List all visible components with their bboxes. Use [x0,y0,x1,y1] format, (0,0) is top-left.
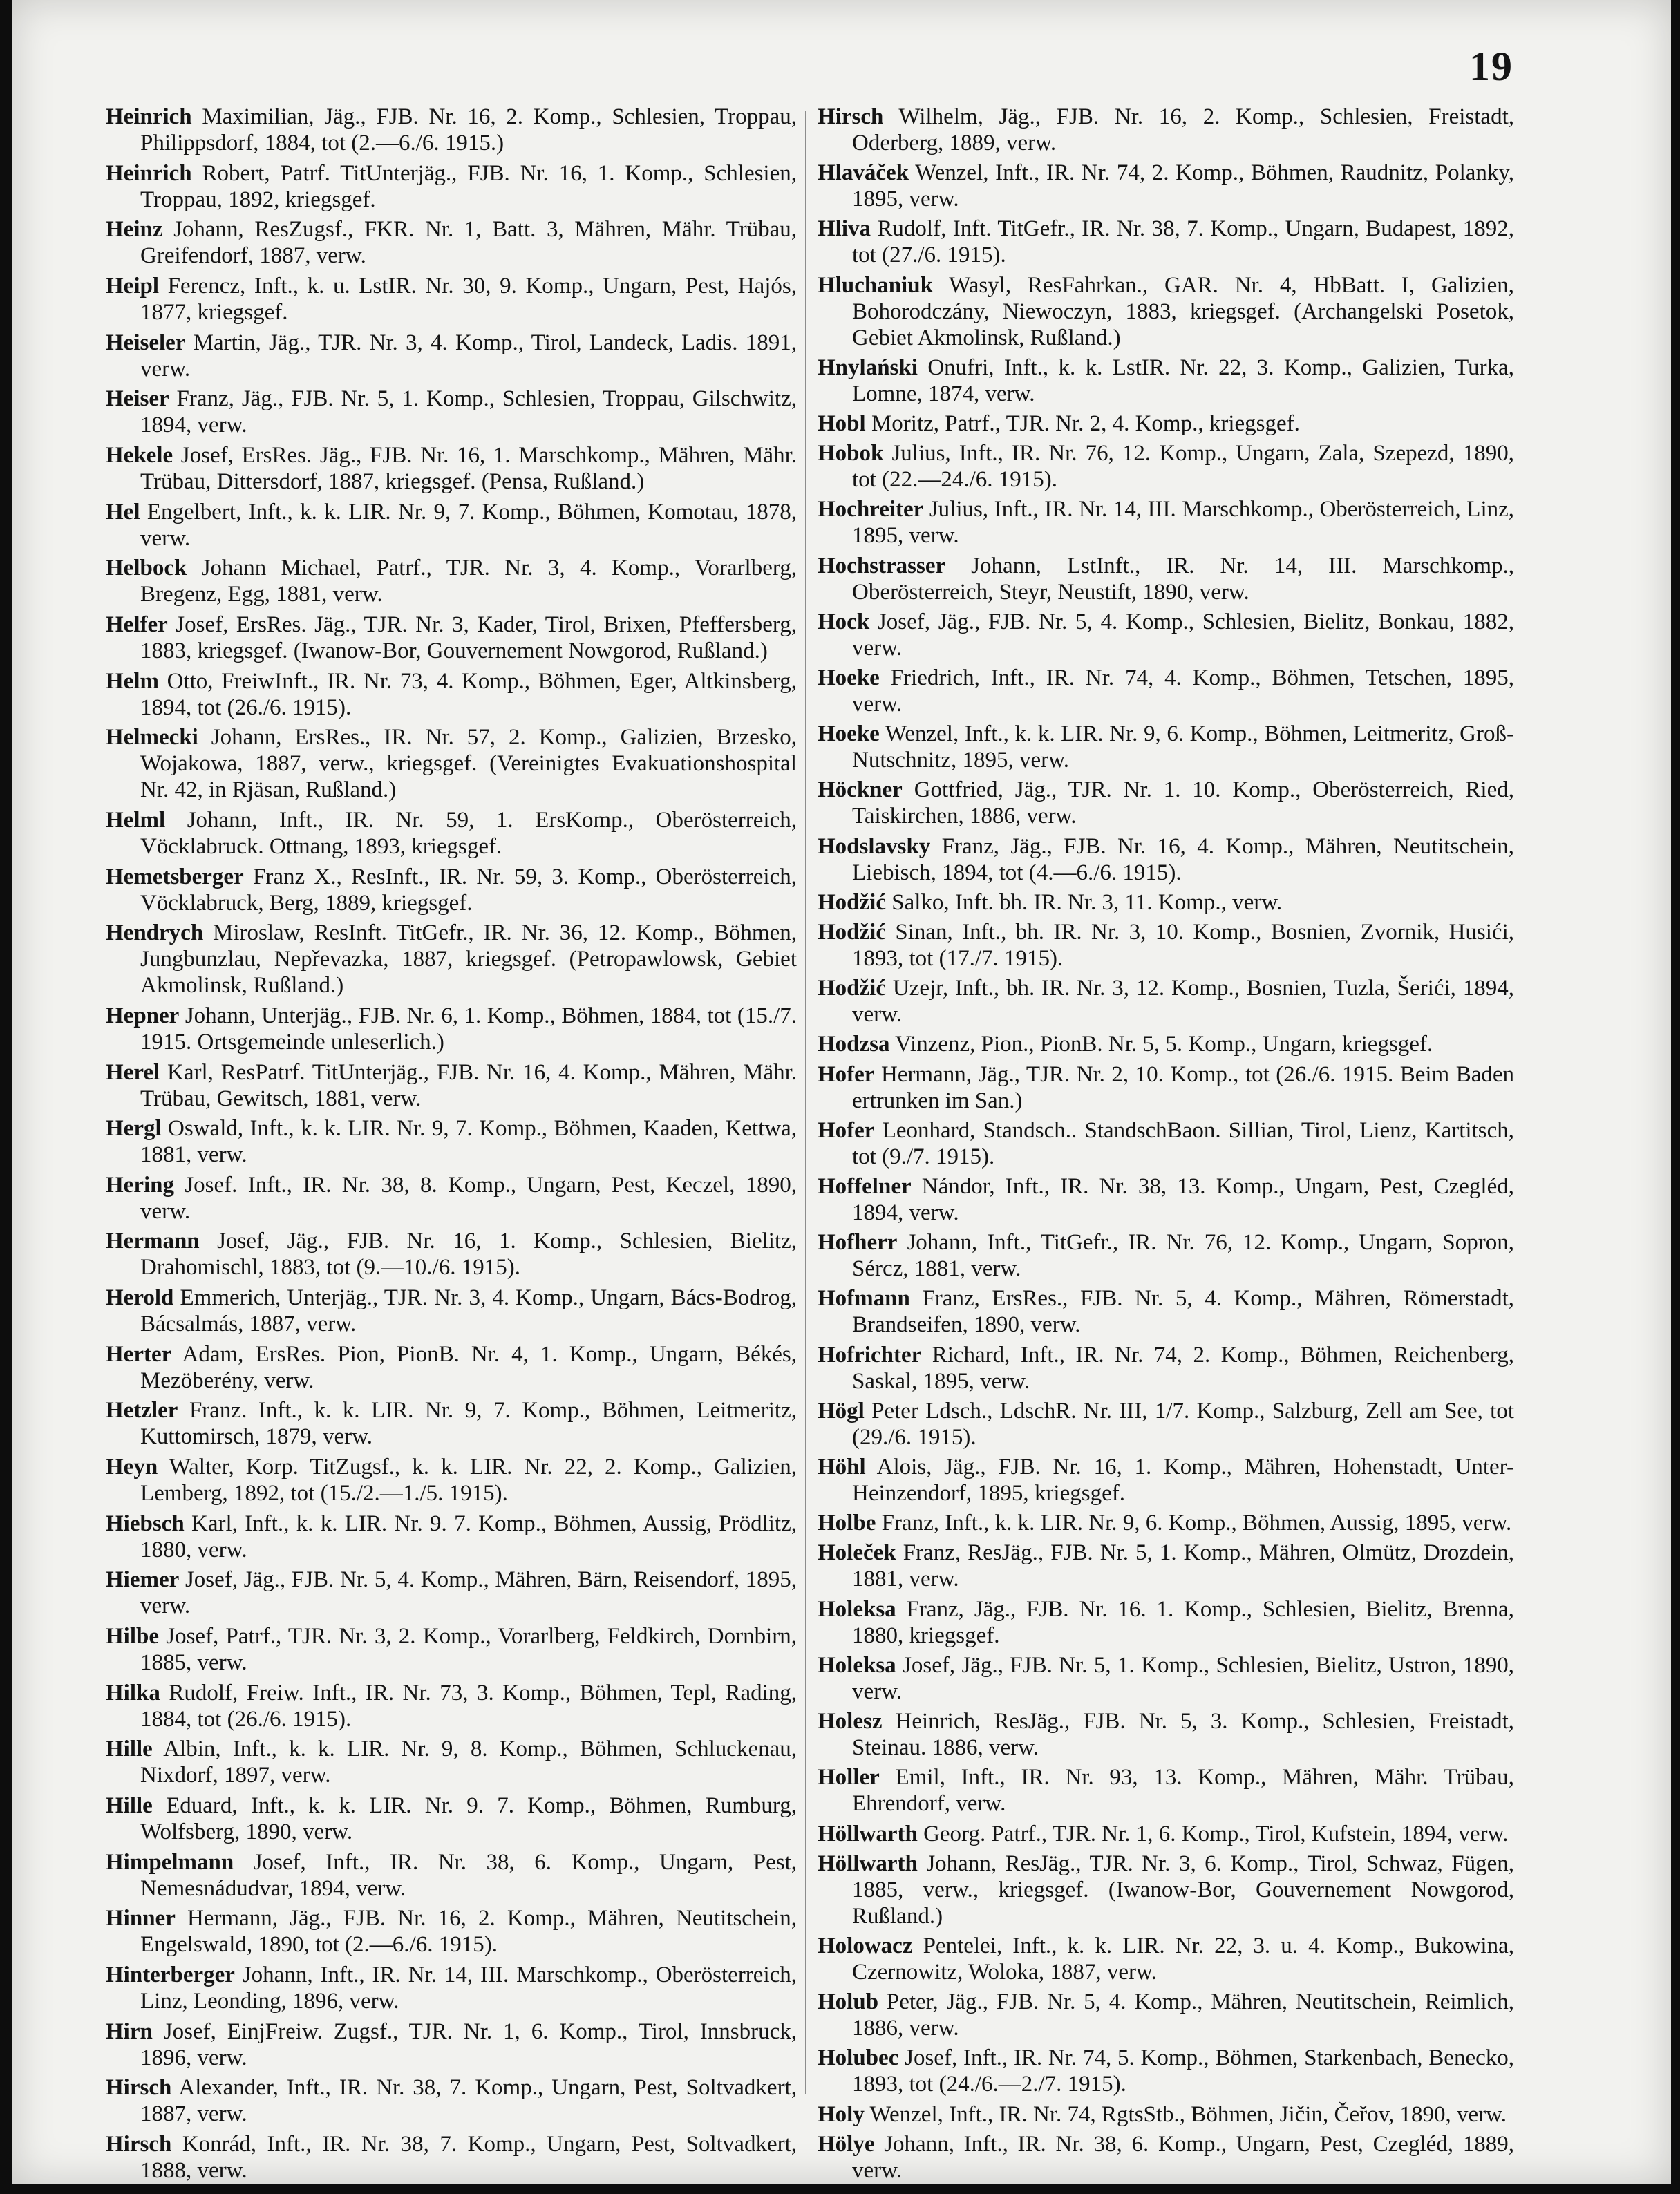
column-divider [805,111,806,2094]
entry-details: Josef, Inft., IR. Nr. 38, 6. Komp., Ungarn, Pest, Nemesnádudvar, 1894, verw. [140,1849,797,1901]
entry-details: Josef. Inft., IR. Nr. 38, 8. Komp., Ungarn, Pest, Keczel, 1890, verw. [140,1172,797,1224]
entry-surname: Hiemer [106,1567,180,1593]
entry-details: Hermann, Jäg., TJR. Nr. 2, 10. Komp., tot (26./6. 1915. Beim Baden ertrunken im San.) [852,1061,1515,1113]
entry-surname: Hermann [106,1229,200,1254]
register-entry [818,104,1514,156]
register-entry [106,1962,797,2014]
entry-surname: Helbock [106,556,187,581]
entry-surname: Holler [818,1765,880,1790]
entry-surname: Hilbe [106,1624,160,1649]
register-entry [106,1680,797,1732]
entry-details: Uzejr, Inft., bh. IR. Nr. 3, 12. Komp., Bosnien, Tuzla, Šerići, 1894, verw. [852,976,1514,1028]
register-entry [818,889,1514,916]
register-entry [818,272,1514,351]
register-entry [106,1793,797,1845]
entry-details: Emmerich, Unterjäg., TJR. Nr. 3, 4. Komp., Ungarn, Bács-Bodrog, Bácsalmás, 1887, verw. [140,1285,797,1337]
entry-details: Peter Ldsch., LdschR. Nr. III, 1/7. Komp., Salzburg, Zell am See, tot (29./6. 1915). [852,1398,1514,1450]
register-entry [818,1764,1514,1817]
entry-details: Sinan, Inft., bh. IR. Nr. 3, 10. Komp., Bosnien, Zvornik, Husići, 1893, tot (17./7. 1915). [852,920,1514,972]
entry-details: Gottfried, Jäg., TJR. Nr. 1. 10. Komp., Oberösterreich, Ried, Taiskirchen, 1886, verw. [852,777,1515,829]
page-number: 19 [1469,44,1513,89]
entry-surname: Heinz [106,217,163,243]
register-entry [106,1172,797,1224]
entry-details: Wenzel, Inft., k. k. LIR. Nr. 9, 6. Komp., Böhmen, Leitmeritz, Groß-Nutschnitz, 1895, verw. [852,721,1514,773]
left-column [106,104,797,2184]
entry-details: Onufri, Inft., k. k. LstIR. Nr. 22, 3. Komp., Galizien, Turka, Lomne, 1874, verw. [852,354,1515,406]
register-entry [106,724,797,803]
entry-surname: Herold [106,1285,174,1311]
register-entry [818,919,1514,972]
entry-details: Franz, Inft., k. k. LIR. Nr. 9, 6. Komp., Böhmen, Aussig, 1895, verw. [881,1511,1512,1536]
entry-details: Moritz, Patrf., TJR. Nr. 2, 4. Komp., kriegsgef. [871,411,1300,437]
entry-surname: Hock [818,609,870,634]
entry-surname: Hofherr [818,1230,898,1256]
entry-surname: Höllwarth [818,1851,918,1876]
register-entry [818,2131,1514,2184]
entry-details: Franz, Jäg., FJB. Nr. 16. 1. Komp., Schlesien, Bielitz, Brenna, 1880, kriegsgef. [852,1596,1515,1648]
entry-surname: Hetzler [106,1398,178,1424]
entry-surname: Holeksa [818,1596,896,1622]
register-entry [818,496,1514,549]
register-entry [106,330,797,382]
register-entry [818,1596,1514,1649]
register-entry [106,2074,797,2127]
entry-details: Miroslaw, ResInft. TitGefr., IR. Nr. 36, 12. Komp., Böhmen, Jungbunzlau, Nepřevazka, 1887, kriegsgef. (Petropawlowsk, Gebiet Akmolinsk, Rußland.) [140,920,797,999]
register-entry [106,1905,797,1958]
entry-details: Engelbert, Inft., k. k. LIR. Nr. 9, 7. Komp., Böhmen, Komotau, 1878, verw. [140,499,797,551]
entry-surname: Höllwarth [818,1821,918,1846]
register-entry [106,920,797,999]
register-entry [818,2101,1514,2128]
entry-details: Georg. Patrf., TJR. Nr. 1, 6. Komp., Tirol, Kufstein, 1894, verw. [923,1821,1509,1846]
entry-details: Johann, LstInft., IR. Nr. 14, III. Marschkomp., Oberösterreich, Steyr, Neustift, 1890, verw. [852,553,1514,605]
register-entry [106,555,797,607]
register-entry [106,1003,797,1055]
entry-surname: Hel [106,499,140,524]
entry-details: Pentelei, Inft., k. k. LIR. Nr. 22, 3. u. 4. Komp., Bukowina, Czernowitz, Woloka, 1887, verw. [852,1933,1514,1985]
entry-details: Ferencz, Inft., k. u. LstIR. Nr. 30, 9. Komp., Ungarn, Pest, Hajós, 1877, kriegsgef. [140,273,797,325]
entry-surname: Hnylański [818,354,918,380]
entry-details: Wenzel, Inft., IR. Nr. 74, 2. Komp., Böhmen, Raudnitz, Polanky, 1895, verw. [852,160,1514,212]
entry-surname: Hekele [106,442,173,468]
register-entry [106,1736,797,1788]
entry-surname: Holeček [818,1540,896,1566]
register-entry [106,1567,797,1619]
entry-surname: Holowacz [818,1933,913,1958]
entry-details: Maximilian, Jäg., FJB. Nr. 16, 2. Komp., Schlesien, Troppau, Philippsdorf, 1884, tot (2.—6./6. 1915.) [140,104,797,155]
entry-surname: Hirsch [818,104,884,129]
entry-details: Franz, Jäg., FJB. Nr. 16, 4. Komp., Mähren, Neutitschein, Liebisch, 1894, tot (4.—6./6. 1915). [852,833,1515,885]
register-entry [818,1510,1514,1536]
entry-surname: Hendrych [106,920,204,946]
entry-details: Franz, ResJäg., FJB. Nr. 5, 1. Komp., Mähren, Olmütz, Drozdein, 1881, verw. [852,1540,1514,1592]
register-entry [818,777,1514,829]
entry-surname: Herter [106,1341,172,1367]
entry-details: Franz, Jäg., FJB. Nr. 5, 1. Komp., Schlesien, Troppau, Gilschwitz, 1894, verw. [140,386,797,438]
register-entry [106,1115,797,1168]
entry-surname: Holubec [818,2045,899,2071]
register-entry [818,1173,1514,1226]
entry-surname: Högl [818,1398,865,1424]
register-entry [818,2045,1514,2097]
entry-details: Franz. Inft., k. k. LIR. Nr. 9, 7. Komp., Böhmen, Leitmeritz, Kuttomirsch, 1879, verw. [140,1398,797,1450]
entry-details: Hermann, Jäg., FJB. Nr. 16, 2. Komp., Mähren, Neutitschein, Engelswald, 1890, tot (2.—6./6. 1915). [140,1906,797,1958]
entry-surname: Hliva [818,216,871,242]
entry-details: Wilhelm, Jäg., FJB. Nr. 16, 2. Komp., Schlesien, Freistadt, Oderberg, 1889, verw. [852,104,1514,155]
entry-surname: Hoeke [818,665,880,691]
entry-surname: Hirsch [106,2131,172,2157]
entry-details: Josef, Jäg., FJB. Nr. 5, 4. Komp., Schlesien, Bielitz, Bonkau, 1882, verw. [852,609,1514,661]
entry-surname: Hodžić [818,889,886,915]
entry-surname: Heinrich [106,160,192,186]
entry-surname: Hölye [818,2131,875,2157]
entry-details: Johann, Inft., TitGefr., IR. Nr. 76, 12. Komp., Ungarn, Sopron, Sércz, 1881, verw. [852,1230,1514,1282]
entry-surname: Heinrich [106,104,192,129]
entry-surname: Holeksa [818,1652,896,1678]
register-entry [106,104,797,156]
entry-details: Johann, ResZugsf., FKR. Nr. 1, Batt. 3, Mähren, Mähr. Trübau, Greifendorf, 1887, verw. [140,217,797,269]
entry-surname: Holesz [818,1709,883,1734]
entry-details: Oswald, Inft., k. k. LIR. Nr. 9, 7. Komp., Böhmen, Kaaden, Kettwa, 1881, verw. [140,1116,797,1168]
entry-details: Walter, Korp. TitZugsf., k. k. LIR. Nr. 22, 2. Komp., Galizien, Lemberg, 1892, tot (15./2.—1./5. 1915). [140,1455,797,1506]
entry-details: Peter, Jäg., FJB. Nr. 5, 4. Komp., Mähren, Neutitschein, Reimlich, 1886, verw. [852,1989,1514,2041]
entry-surname: Höckner [818,777,903,803]
entry-surname: Hirsch [106,2075,172,2101]
entry-details: Franz, ErsRes., FJB. Nr. 5, 4. Komp., Mähren, Römerstadt, Brandseifen, 1890, verw. [852,1286,1514,1338]
entry-details: Rudolf, Freiw. Inft., IR. Nr. 73, 3. Komp., Böhmen, Tepl, Rading, 1884, tot (26./6. 1915). [140,1680,797,1732]
register-entry [106,1228,797,1280]
register-entry [106,1285,797,1337]
entry-surname: Hille [106,1793,153,1819]
entry-details: Heinrich, ResJäg., FJB. Nr. 5, 3. Komp., Schlesien, Freistadt, Steinau. 1886, verw. [852,1709,1515,1761]
register-entry [818,1061,1514,1114]
entry-surname: Hofer [818,1061,875,1087]
entry-details: Otto, FreiwInft., IR. Nr. 73, 4. Komp., Böhmen, Eger, Altkinsberg, 1894, tot (26./6. 1915). [140,668,797,720]
register-entry [818,833,1514,886]
entry-details: Konrád, Inft., IR. Nr. 38, 7. Komp., Ungarn, Pest, Soltvadkert, 1888, verw. [140,2131,797,2183]
entry-details: Friedrich, Inft., IR. Nr. 74, 4. Komp., Böhmen, Tetschen, 1895, verw. [852,665,1514,717]
entry-details: Alexander, Inft., IR. Nr. 38, 7. Komp., Ungarn, Pest, Soltvadkert, 1887, verw. [140,2075,797,2127]
register-entry [818,1851,1514,1929]
register-entry [818,1285,1514,1338]
register-entry [818,410,1514,437]
entry-details: Johann Michael, Patrf., TJR. Nr. 3, 4. Komp., Vorarlberg, Bregenz, Egg, 1881, verw. [140,556,797,607]
register-entry [818,975,1514,1028]
register-entry [818,1933,1514,1985]
register-entry [818,1031,1514,1057]
register-entry [106,216,797,269]
register-entry [106,1511,797,1563]
entry-details: Josef, ErsRes. Jäg., FJB. Nr. 16, 1. Marschkomp., Mähren, Mähr. Trübau, Dittersdorf, 1887, kriegsgef. (Pensa, Rußland.) [140,442,797,494]
register-entry [106,807,797,860]
entry-surname: Hemetsberger [106,864,244,889]
register-entry [818,354,1514,407]
entry-details: Johann, ErsRes., IR. Nr. 57, 2. Komp., Galizien, Brzesko, Wojakowa, 1887, verw., kriegsgef. (Vereinigtes Evakuationshospital Nr. 42, in Rjäsan, Rußland.) [140,725,797,803]
entry-details: Johann, Unterjäg., FJB. Nr. 6, 1. Komp., Böhmen, 1884, tot (15./7. 1915. Ortsgemeinde unleserlich.) [140,1003,797,1055]
entry-details: Robert, Patrf. TitUnterjäg., FJB. Nr. 16, 1. Komp., Schlesien, Troppau, 1892, kriegsgef. [140,160,797,212]
entry-surname: Hodzsa [818,1032,890,1057]
register-entry [818,1821,1514,1847]
entry-details: Karl, Inft., k. k. LIR. Nr. 9. 7. Komp., Böhmen, Aussig, Prödlitz, 1880, verw. [140,1511,797,1562]
entry-surname: Hodžić [818,976,886,1001]
entry-surname: Hodslavsky [818,833,931,859]
entry-surname: Hofrichter [818,1342,922,1368]
register-entry [106,1849,797,1902]
register-entry [106,386,797,438]
entry-details: Josef, Inft., IR. Nr. 74, 5. Komp., Böhmen, Starkenbach, Benecko, 1893, tot (24./6.—2./7. 1915). [852,2045,1514,2097]
register-entry [818,1229,1514,1282]
entry-surname: Hofmann [818,1286,910,1312]
entry-surname: Holy [818,2101,865,2127]
register-entry [106,2018,797,2071]
entry-surname: Herel [106,1059,160,1085]
register-entry [106,612,797,664]
entry-surname: Helmecki [106,725,198,750]
entry-surname: Hille [106,1737,153,1762]
entry-details: Martin, Jäg., TJR. Nr. 3, 4. Komp., Tirol, Landeck, Ladis. 1891, verw. [140,330,797,381]
entry-surname: Hoffelner [818,1174,912,1200]
register-entry [818,1989,1514,2041]
register-entry [106,1059,797,1112]
entry-surname: Hodžić [818,920,886,945]
entry-surname: Hluchaniuk [818,272,933,298]
entry-surname: Heiser [106,386,169,412]
register-entry [818,1398,1514,1450]
entry-details: Alois, Jäg., FJB. Nr. 16, 1. Komp., Mähren, Hohenstadt, Unter-Heinzendorf, 1895, kriegsgef. [852,1455,1514,1506]
entry-surname: Helfer [106,612,168,637]
register-entry [818,553,1514,605]
entry-surname: Hepner [106,1003,180,1028]
register-entry [818,440,1514,493]
register-entry [106,864,797,916]
entry-details: Julius, Inft., IR. Nr. 14, III. Marschkomp., Oberösterreich, Linz, 1895, verw. [852,497,1515,549]
entry-surname: Hilka [106,1680,160,1705]
register-entry [818,1652,1514,1705]
entry-surname: Himpelmann [106,1849,234,1875]
entry-surname: Hobl [818,411,866,437]
entry-surname: Höhl [818,1455,866,1480]
register-entry [106,442,797,495]
entry-surname: Hlaváček [818,160,909,186]
entry-details: Josef, Jäg., FJB. Nr. 16, 1. Komp., Schlesien, Bielitz, Drahomischl, 1883, tot (9.—10./6. 1915). [140,1229,797,1280]
entry-surname: Hoeke [818,721,880,747]
entry-details: Albin, Inft., k. k. LIR. Nr. 9, 8. Komp., Böhmen, Schluckenau, Nixdorf, 1897, verw. [140,1737,797,1788]
entry-details: Josef, Jäg., FJB. Nr. 5, 1. Komp., Schlesien, Bielitz, Ustron, 1890, verw. [852,1652,1514,1704]
register-entry [818,216,1514,268]
entry-details: Karl, ResPatrf. TitUnterjäg., FJB. Nr. 16, 4. Komp., Mähren, Mähr. Trübau, Gewitsch, 1881, verw. [140,1059,797,1111]
entry-details: Julius, Inft., IR. Nr. 76, 12. Komp., Ungarn, Zala, Szepezd, 1890, tot (22.—24./6. 1915). [852,441,1514,493]
entry-surname: Holub [818,1989,879,2015]
entry-surname: Hering [106,1172,174,1198]
register-entry [818,160,1514,212]
entry-details: Johann, Inft., IR. Nr. 59, 1. ErsKomp., Oberösterreich, Vöcklabruck. Ottnang, 1893, kriegsgef. [140,807,797,859]
register-entry [106,1341,797,1394]
entry-details: Rudolf, Inft. TitGefr., IR. Nr. 38, 7. Komp., Ungarn, Budapest, 1892, tot (27./6. 1915). [852,216,1514,268]
entry-surname: Hiebsch [106,1511,185,1536]
entry-details: Franz X., ResInft., IR. Nr. 59, 3. Komp., Oberösterreich, Vöcklabruck, Berg, 1889, kriegsgef. [140,864,797,916]
register-entry [106,273,797,325]
entry-details: Johann, ResJäg., TJR. Nr. 3, 6. Komp., Tirol, Schwaz, Fügen, 1885, verw., kriegsgef. (Iwanow-Bor, Gouvernement Nowgorod, Rußland.) [852,1851,1515,1929]
entry-surname: Heiseler [106,330,186,355]
right-column [818,104,1514,2184]
entry-surname: Holbe [818,1511,876,1536]
entry-details: Richard, Inft., IR. Nr. 74, 2. Komp., Böhmen, Reichenberg, Saskal, 1895, verw. [852,1342,1514,1394]
entry-details: Johann, Inft., IR. Nr. 38, 6. Komp., Ungarn, Pest, Czegléd, 1889, verw. [852,2131,1514,2183]
entry-surname: Helml [106,807,166,833]
entry-surname: Heipl [106,273,160,299]
register-entry [106,1623,797,1676]
register-entry [818,1708,1514,1761]
entry-details: Wenzel, Inft., IR. Nr. 74, RgtsStb., Böhmen, Jičin, Čeřov, 1890, verw. [869,2101,1507,2127]
entry-surname: Hobok [818,441,884,466]
register-entry [106,499,797,551]
register-entry [106,668,797,721]
entry-surname: Hofer [818,1117,875,1143]
entry-surname: Hinner [106,1906,176,1931]
register-entry [818,665,1514,717]
entry-details: Adam, ErsRes. Pion, PionB. Nr. 4, 1. Komp., Ungarn, Békés, Mezöberény, verw. [140,1341,797,1393]
register-entry [818,1342,1514,1394]
entry-details: Emil, Inft., IR. Nr. 93, 13. Komp., Mähren, Mähr. Trübau, Ehrendorf, verw. [852,1765,1515,1817]
entry-surname: Hirn [106,2018,153,2044]
entry-details: Josef, EinjFreiw. Zugsf., TJR. Nr. 1, 6. Komp., Tirol, Innsbruck, 1896, verw. [140,2018,797,2070]
entry-details: Wasyl, ResFahrkan., GAR. Nr. 4, HbBatt. I, Galizien, Bohorodczány, Niewoczyn, 1883, kriegsgef. (Archangelski Posetok, Gebiet Akmolinsk, Rußland.) [852,272,1514,350]
entry-details: Josef, ErsRes. Jäg., TJR. Nr. 3, Kader, Tirol, Brixen, Pfeffersberg, 1883, kriegsgef. (Iwanow-Bor, Gouvernement Nowgorod, Rußland.) [140,612,797,663]
register-entry [818,1117,1514,1170]
entry-details: Johann, Inft., IR. Nr. 14, III. Marschkomp., Oberösterreich, Linz, Leonding, 1896, verw. [140,1963,797,2014]
entry-details: Salko, Inft. bh. IR. Nr. 3, 11. Komp., verw. [891,889,1283,915]
register-entry [106,2131,797,2184]
entry-surname: Hochstrasser [818,553,946,578]
register-entry [106,160,797,213]
document-page [12,0,1671,2184]
entry-surname: Helm [106,668,159,694]
entry-details: Josef, Jäg., FJB. Nr. 5, 4. Komp., Mähren, Bärn, Reisendorf, 1895, verw. [140,1567,797,1619]
register-entry [818,609,1514,661]
register-entry [106,1454,797,1506]
entry-surname: Hochreiter [818,497,924,522]
entry-details: Nándor, Inft., IR. Nr. 38, 13. Komp., Ungarn, Pest, Czegléd, 1894, verw. [852,1174,1514,1226]
register-entry [818,1454,1514,1506]
register-entry [818,721,1514,773]
entry-details: Eduard, Inft., k. k. LIR. Nr. 9. 7. Komp., Böhmen, Rumburg, Wolfsberg, 1890, verw. [140,1793,797,1845]
entry-surname: Hinterberger [106,1963,235,1987]
register-entry [818,1540,1514,1592]
entry-details: Josef, Patrf., TJR. Nr. 3, 2. Komp., Vorarlberg, Feldkirch, Dornbirn, 1885, verw. [140,1624,797,1676]
entry-surname: Heyn [106,1455,158,1480]
entry-surname: Hergl [106,1116,162,1142]
register-entry [106,1397,797,1450]
entry-details: Vinzenz, Pion., PionB. Nr. 5, 5. Komp., Ungarn, kriegsgef. [895,1032,1433,1057]
entry-details: Leonhard, Standsch.. StandschBaon. Sillian, Tirol, Lienz, Kartitsch, tot (9./7. 1915). [852,1117,1514,1169]
